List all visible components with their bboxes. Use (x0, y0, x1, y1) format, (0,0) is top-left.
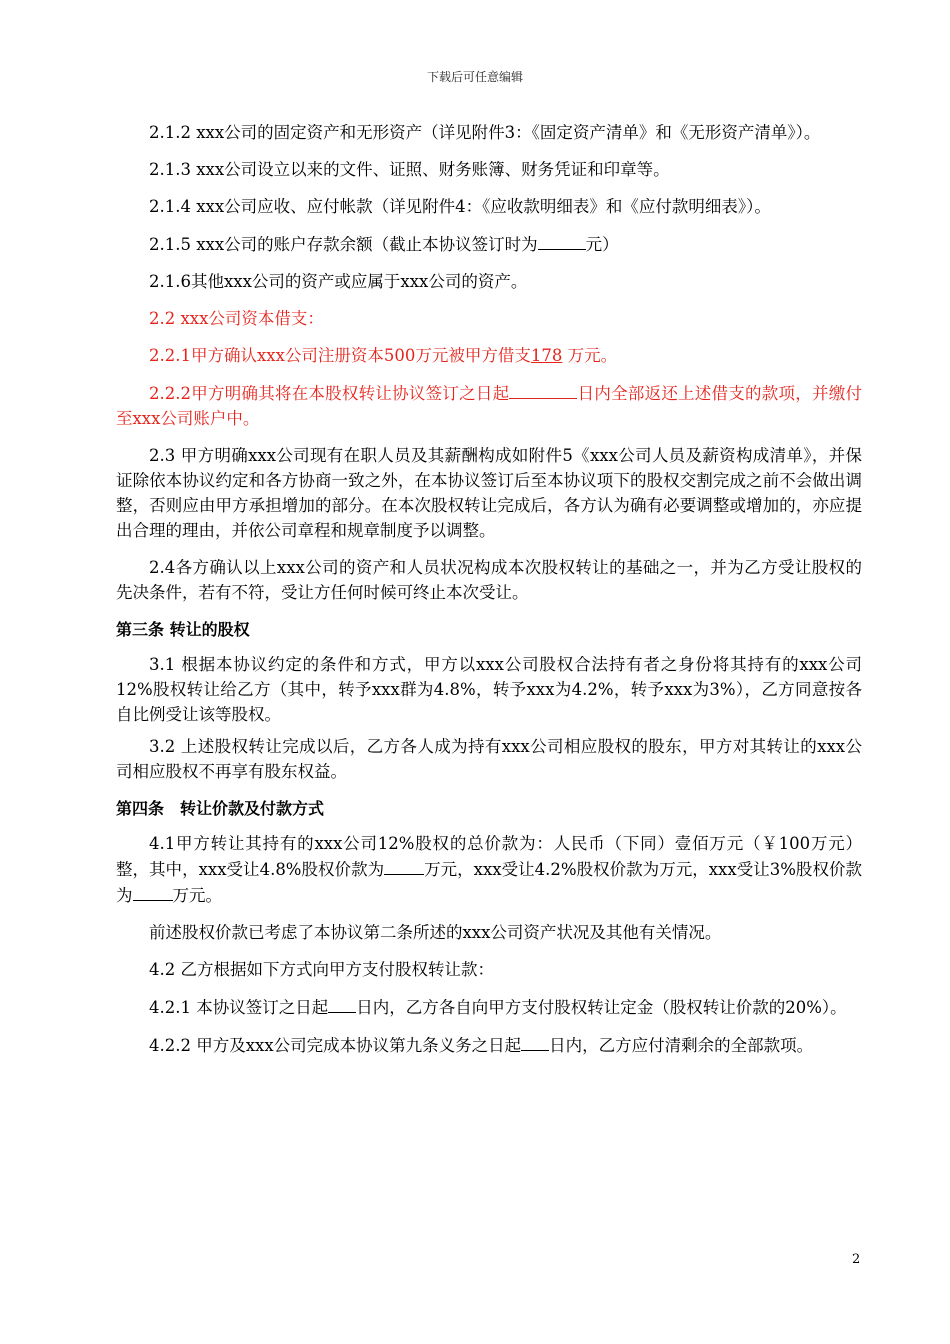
clause-4-2-1 (116, 994, 862, 1020)
clause-4-2-1-text: 4.2.1 本协议签订之日起 (149, 998, 329, 1017)
clause-4-1-text-end: 万元。 (172, 886, 222, 905)
clause-3-2: 3.2 上述股权转让完成以后，乙方各人成为持有xxx公司相应股权的股东，甲方对其转让的xxx公司相应股权不再享有股东权益。 (116, 737, 862, 781)
deposit-balance-blank (538, 231, 586, 250)
clause-2-2: 2.2 xxx公司资本借支： (149, 309, 324, 328)
repayment-days-blank (509, 380, 577, 399)
clause-2-2-1-text: 2.2.1甲方确认xxx公司注册资本500万元被甲方借支 (149, 346, 531, 365)
clause-2-2-1-text-end: 万元。 (567, 346, 618, 365)
clause-4-1 (116, 831, 862, 908)
clause-2-2-2-text: 2.2.2甲方明确其将在本股权转让协议签订之日起 (149, 384, 510, 403)
clause-2-1-5-text-end: 元） (585, 235, 619, 254)
clause-4-1-text-mid: 万元，xxx受让4.2%股权价款为万元，xxx受让3%股权价款为 (116, 860, 862, 905)
clause-2-1-5 (116, 231, 862, 257)
clause-4-2-2-text-end: 日内，乙方应付清剩余的全部款项。 (549, 1036, 814, 1055)
clause-2-2-2-text-end: 日内全部返还上述借支的款项，并缴付至xxx公司账户中。 (116, 384, 863, 428)
clause-2-2-1 (116, 343, 862, 368)
article-3-heading: 第三条 转让的股权 (116, 620, 250, 639)
clause-4-2: 4.2 乙方根据如下方式向甲方支付股权转让款： (149, 960, 494, 979)
clause-2-3: 2.3 甲方明确xxx公司现有在职人员及其薪酬构成如附件5《xxx公司人员及薪资构成清单》，并保证除依本协议约定和各方协商一致之外，在本协议签订后至本协议项下的股权交割完成之前不会做出调整，否则应由甲方承担增加的部分。在本次股权转让完成后，各方认为确有必要调整或增加的，亦应提出合理的理由，并依公司章程和规章制度予以调整。 (116, 446, 862, 540)
article-4-heading: 第四条 转让价款及付款方式 (116, 799, 325, 818)
deposit-days-blank (328, 994, 356, 1013)
clause-2-1-2: 2.1.2 xxx公司的固定资产和无形资产（详见附件3：《固定资产清单》和《无形资产清单》）。 (149, 123, 821, 142)
page-header: 下载后可任意编辑 (426, 70, 523, 84)
final-payment-days-blank (521, 1032, 549, 1051)
borrowed-amount: 178 (530, 346, 563, 365)
clause-2-1-5-text: 2.1.5 xxx公司的账户存款余额（截止本协议签订时为 (149, 235, 538, 254)
clause-2-1-4: 2.1.4 xxx公司应收、应付帐款（详见附件4：《应收款明细表》和《应付款明细表》）。 (149, 197, 771, 216)
price-blank-1 (384, 856, 424, 875)
clause-4-note: 前述股权价款已考虑了本协议第二条所述的xxx公司资产状况及其他有关情况。 (149, 923, 722, 942)
clause-4-2-2 (116, 1032, 862, 1058)
page-number: 2 (852, 1252, 861, 1267)
price-blank-2 (133, 882, 173, 901)
clause-4-1-text: 4.1甲方转让其持有的xxx公司12%股权的总价款为：人民币（下同）壹佰万元（￥100万元）整，其中，xxx受让4.8%股权价款为 (116, 834, 862, 879)
clause-3-1: 3.1 根据本协议约定的条件和方式，甲方以xxx公司股权合法持有者之身份将其持有的xxx公司12%股权转让给乙方（其中，转予xxx群为4.8%，转予xxx为4.2%，转予xxx为3%），乙方同意按各自比例受让该等股权。 (116, 655, 862, 724)
clause-2-4: 2.4各方确认以上xxx公司的资产和人员状况构成本次股权转让的基础之一，并为乙方受让股权的先决条件，若有不符，受让方任何时候可终止本次受让。 (116, 558, 862, 602)
clause-2-2-2 (116, 380, 862, 431)
clause-2-1-6: 2.1.6其他xxx公司的资产或应属于xxx公司的资产。 (149, 272, 528, 291)
clause-4-2-1-text-end: 日内，乙方各自向甲方支付股权转让定金（股权转让价款的20%）。 (356, 998, 847, 1017)
clause-4-2-2-text: 4.2.2 甲方及xxx公司完成本协议第九条义务之日起 (149, 1036, 522, 1055)
clause-2-1-3: 2.1.3 xxx公司设立以来的文件、证照、财务账簿、财务凭证和印章等。 (149, 160, 670, 179)
document-body (116, 120, 862, 1070)
